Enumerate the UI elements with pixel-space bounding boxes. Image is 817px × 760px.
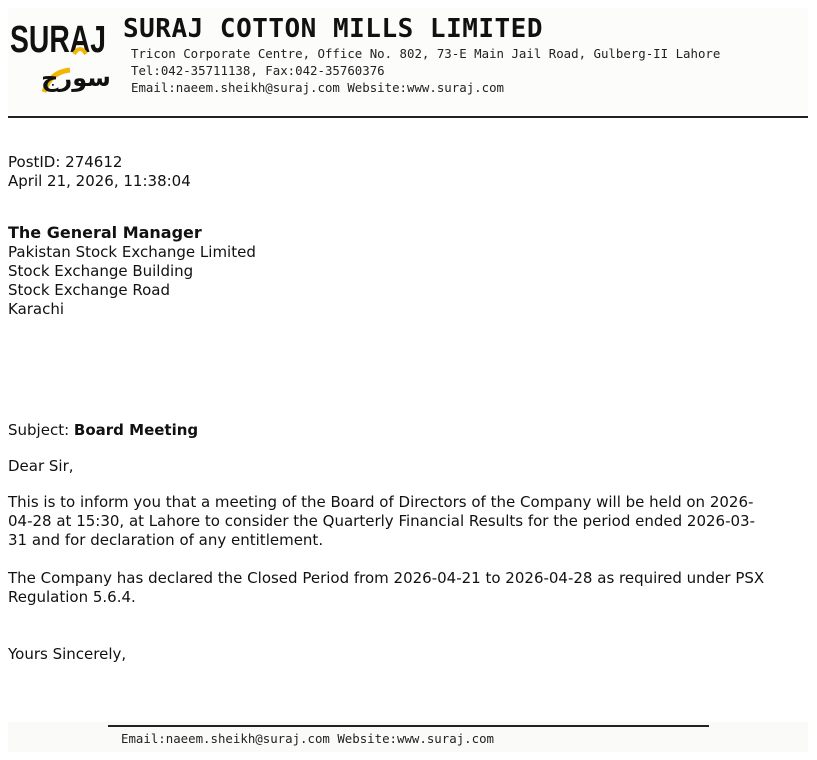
company-logo bbox=[10, 14, 110, 98]
recipient-line-2: Stock Exchange Building bbox=[8, 262, 194, 280]
subject-label: Subject: bbox=[8, 421, 70, 439]
recipient-line-1: Pakistan Stock Exchange Limited bbox=[8, 243, 256, 261]
letterhead bbox=[8, 8, 808, 114]
recipient-line-4: Karachi bbox=[8, 300, 65, 318]
recipient-title: The General Manager bbox=[8, 223, 202, 242]
company-email-website: Email:naeem.sheikh@suraj.com Website:www.suraj.com bbox=[131, 80, 504, 95]
footer-email-website: Email:naeem.sheikh@suraj.com Website:www.suraj.com bbox=[121, 731, 494, 746]
subject-line bbox=[8, 421, 198, 439]
logo-text: SURAJ bbox=[10, 19, 106, 61]
company-address: Tricon Corporate Centre, Office No. 802, 73-E Main Jail Road, Gulberg-II Lahore bbox=[131, 46, 721, 61]
recipient-line-3: Stock Exchange Road bbox=[8, 281, 170, 299]
closing: Yours Sincerely, bbox=[8, 645, 127, 663]
post-datetime: April 21, 2026, 11:38:04 bbox=[8, 172, 191, 190]
footer-divider bbox=[108, 725, 709, 727]
company-phone-fax: Tel:042-35711138, Fax:042-35760376 bbox=[131, 63, 385, 78]
body-paragraph-1: This is to inform you that a meeting of the Board of Directors of the Company will be held on 2026-04-28 at 15:30, at Lahore to consider the Quarterly Financial Results for the period ended 2026-03-31 and for declaration of any entitlement. bbox=[8, 493, 756, 549]
body-paragraph-2: The Company has declared the Closed Period from 2026-04-21 to 2026-04-28 as required under PSX Regulation 5.6.4. bbox=[8, 569, 765, 606]
logo-urdu-text: سورج bbox=[41, 64, 111, 92]
header-divider bbox=[8, 116, 808, 118]
subject-value: Board Meeting bbox=[73, 421, 199, 439]
salutation: Dear Sir, bbox=[8, 457, 74, 475]
company-name: SURAJ COTTON MILLS LIMITED bbox=[123, 14, 543, 44]
post-id: PostID: 274612 bbox=[8, 153, 123, 171]
